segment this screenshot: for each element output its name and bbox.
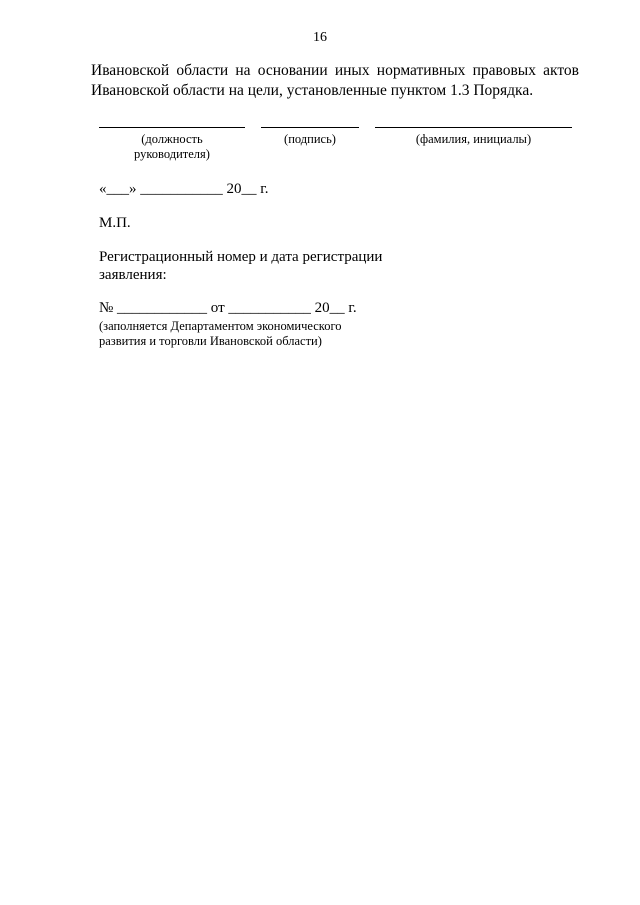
position-caption <box>99 132 245 162</box>
position-caption-line-2: руководителя) <box>134 147 210 161</box>
page-number: 16 <box>313 30 327 45</box>
body-paragraph <box>91 61 579 101</box>
signature-line <box>261 127 359 128</box>
position-line <box>99 127 245 128</box>
date-line: «___» ___________ 20__ г. <box>99 181 269 197</box>
position-caption-line-1: (должность <box>141 132 203 146</box>
registration-number-line: № ____________ от ___________ 20__ г. <box>99 300 357 316</box>
paragraph-line-2: Ивановской области на цели, установленные пунктом 1.3 Порядка. <box>91 82 534 99</box>
name-line <box>375 127 572 128</box>
paragraph-line-1: Ивановской области на основании иных нормативных правовых актов <box>91 62 579 79</box>
stamp-label: М.П. <box>99 215 131 231</box>
registration-note-line-1: (заполняется Департаментом экономического <box>99 319 342 333</box>
registration-note-line-2: развития и торговли Ивановской области) <box>99 334 322 348</box>
signature-caption: (подпись) <box>284 132 336 146</box>
registration-label-line-1: Регистрационный номер и дата регистрации <box>99 249 383 265</box>
registration-label-line-2: заявления: <box>99 267 167 283</box>
name-caption: (фамилия, инициалы) <box>415 132 532 146</box>
